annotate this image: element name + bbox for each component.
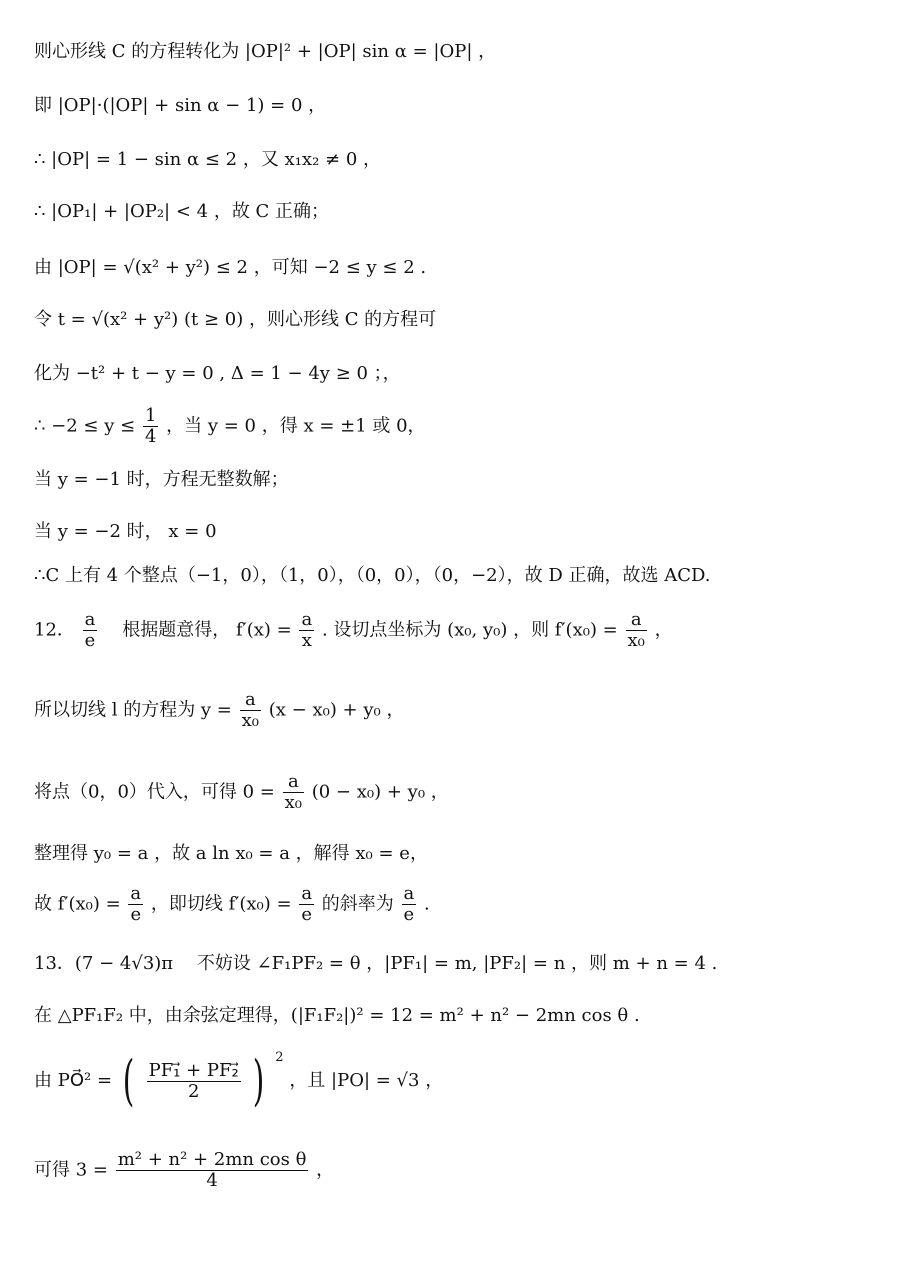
fraction-numerator: 1	[144, 405, 157, 426]
fraction-denominator: x	[301, 630, 312, 651]
fraction-a-over-x0	[283, 772, 304, 813]
line-16-c: 的斜率为	[321, 893, 394, 915]
line-19-left: 由 PO⃗² =	[34, 1070, 113, 1091]
fraction-numerator: a	[84, 609, 96, 630]
fraction-a-over-e	[128, 884, 143, 925]
fraction-denominator: 4	[206, 1170, 218, 1191]
fraction-a-over-e	[299, 884, 314, 925]
line-16-b: ，即切线 f′(x₀) =	[150, 893, 292, 915]
line-10: 当 y = −2 时， x = 0	[34, 521, 217, 542]
left-paren: (	[122, 1049, 135, 1112]
fraction-a-over-e	[402, 884, 417, 925]
line-13-left: 所以切线 l 的方程为 y =	[34, 699, 232, 721]
fraction-numerator: a	[301, 609, 313, 630]
line-6: 令 t = √(x² + y²) (t ≥ 0) ，则心形线 C 的方程可	[34, 309, 437, 330]
line-15: 整理得 y₀ = a ，故 a ln x₀ = a ，解得 x₀ = e，	[34, 843, 428, 864]
fraction-numerator: a	[283, 772, 304, 793]
line-14-left: 将点（0，0）代入，可得 0 =	[34, 781, 275, 803]
fraction-m2n2-over-4	[116, 1150, 309, 1191]
fraction-numerator: a	[626, 610, 647, 631]
fraction-numerator: a	[130, 883, 142, 904]
fraction-numerator: a	[301, 883, 313, 904]
problem-12-number: 12．	[34, 619, 75, 641]
right-paren: )	[253, 1049, 265, 1112]
line-8	[34, 406, 880, 447]
line-20-left: 可得 3 =	[34, 1159, 108, 1181]
line-5: 由 |OP| = √(x² + y²) ≤ 2 ，可知 −2 ≤ y ≤ 2 .	[34, 257, 427, 278]
line-13	[34, 690, 880, 731]
line-13-right: (x − x₀) + y₀ ，	[268, 699, 405, 721]
fraction-a-over-x0	[240, 690, 261, 731]
fraction-numerator: a	[403, 883, 415, 904]
line-19	[34, 1049, 880, 1112]
fraction-numerator: PF₁⃗ + PF₂⃗	[148, 1059, 239, 1081]
fraction-denominator: e	[301, 904, 312, 925]
line-4: ∴ |OP₁| + |OP₂| < 4 ，故 C 正确；	[34, 201, 330, 222]
line-3: ∴ |OP| = 1 − sin α ≤ 2 ，又 x₁x₂ ≠ 0 ，	[34, 149, 381, 170]
fraction-denominator: e	[130, 904, 142, 925]
line-11: ∴C 上有 4 个整点（−1，0），（1，0），（0，0），（0，−2），故 D 正确，故选 ACD.	[34, 565, 711, 586]
line-19-right: ，且 |PO| = √3 ，	[289, 1070, 444, 1091]
line-8-right: ，当 y = 0 ，得 x = ±1 或 0，	[166, 415, 426, 437]
line-14	[34, 772, 880, 813]
fraction-denominator: e	[403, 904, 415, 925]
line-2: 即 |OP|·(|OP| + sin α − 1) = 0 ，	[34, 95, 327, 116]
fraction-denominator: 4	[144, 426, 157, 447]
fraction-denominator: e	[84, 630, 96, 651]
line-18: 在 △PF₁F₂ 中，由余弦定理得，(|F₁F₂|)² = 12 = m² + n² − 2mn cos θ .	[34, 1005, 640, 1026]
line-8-left: ∴ −2 ≤ y ≤	[34, 415, 136, 437]
fraction-one-quarter	[143, 406, 158, 447]
fraction-denominator: x₀	[241, 710, 260, 731]
fraction-numerator: a	[240, 690, 261, 711]
line-16-d: .	[423, 893, 430, 915]
line-9: 当 y = −1 时，方程无整数解；	[34, 469, 289, 490]
exponent: 2	[275, 1050, 284, 1065]
line-16	[34, 884, 880, 925]
fraction-vector-sum	[147, 1061, 241, 1102]
answer-a-over-e	[83, 610, 98, 651]
line-14-right: (0 − x₀) + y₀ ，	[311, 781, 449, 803]
fraction-a-over-x	[299, 610, 314, 651]
line-16-a: 故 f′(x₀) =	[34, 893, 121, 915]
line-12	[34, 610, 880, 651]
fraction-a-over-x0	[626, 610, 647, 651]
fraction-denominator: 2	[187, 1080, 200, 1102]
fraction-numerator: m² + n² + 2mn cos θ	[117, 1149, 307, 1170]
line-17: 13．(7 − 4√3)π 不妨设 ∠F₁PF₂ = θ ，|PF₁| = m, |PF₂| = n ，则 m + n = 4 .	[34, 953, 718, 974]
fraction-denominator: x₀	[627, 630, 645, 651]
line-20-comma: ，	[316, 1159, 335, 1181]
fraction-denominator: x₀	[284, 792, 302, 813]
line-20	[34, 1150, 880, 1191]
line-12-end: ，	[654, 619, 673, 641]
line-7: 化为 −t² + t − y = 0 , Δ = 1 − 4y ≥ 0 ；，	[34, 363, 401, 384]
line-1: 则心形线 C 的方程转化为 |OP|² + |OP| sin α = |OP| ，	[34, 41, 497, 62]
line-12-text-2: . 设切点坐标为 (x₀, y₀) ，则 f′(x₀) =	[321, 619, 618, 641]
line-12-text-1: 根据题意得， f′(x) =	[122, 619, 292, 641]
